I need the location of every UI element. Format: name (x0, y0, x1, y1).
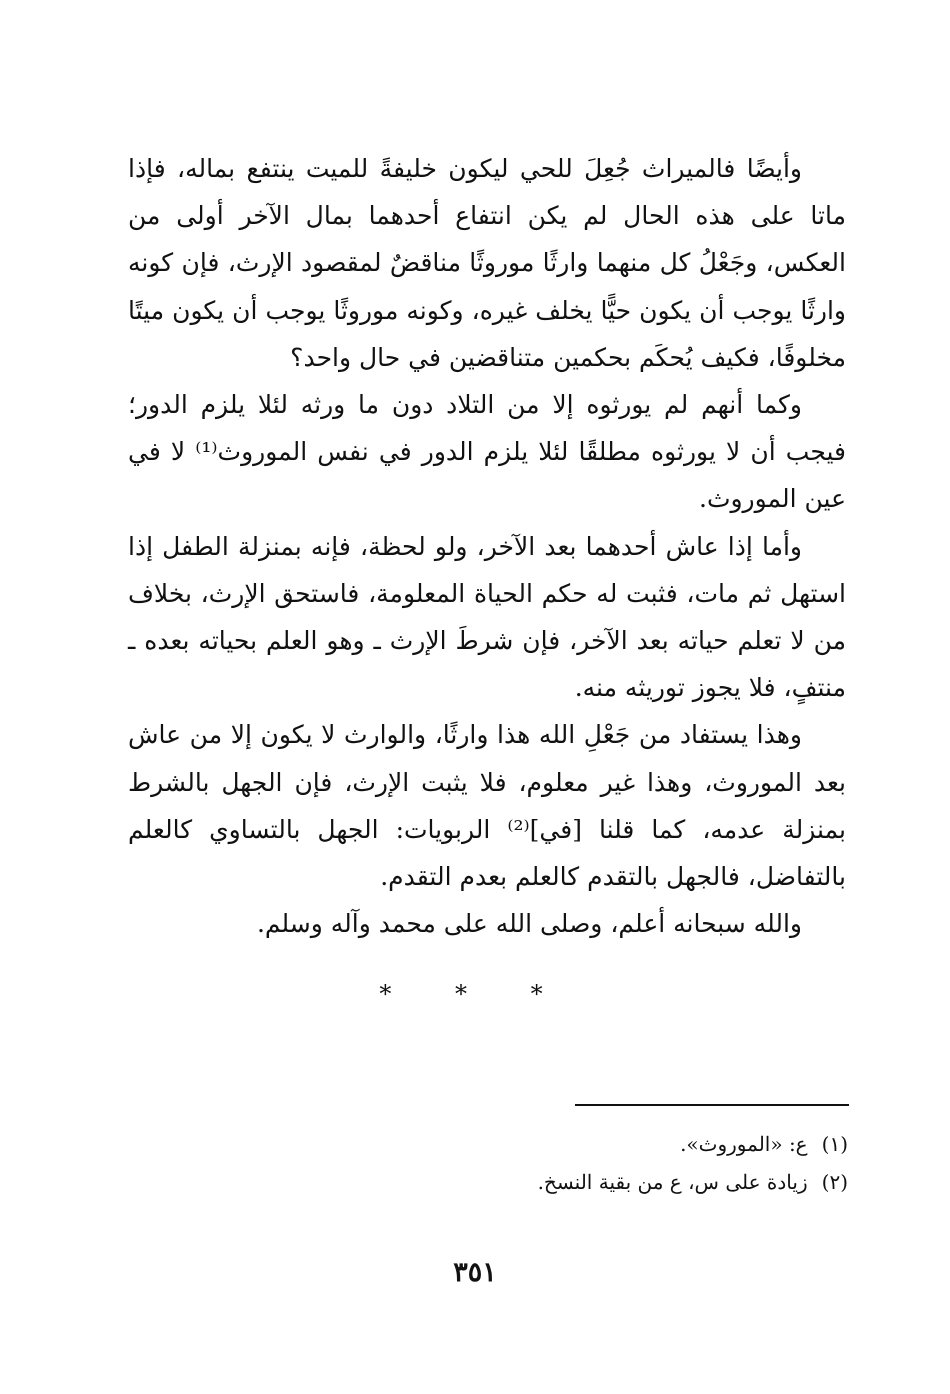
page-number: ٣٥١ (453, 1257, 497, 1288)
paragraph-5: والله سبحانه أعلم، وصلى الله على محمد وآله وسلم. (256, 909, 802, 939)
section-separator: * * * (379, 980, 571, 1008)
footnote-number: (٢) (821, 1170, 848, 1194)
main-text-body (128, 145, 846, 947)
footnote-divider (575, 1104, 849, 1106)
footnote-number: (١) (821, 1132, 848, 1156)
footnote-text: زيادة على س، ع من بقية النسخ. (537, 1170, 808, 1194)
paragraph-3: وأما إذا عاش أحدهما بعد الآخر، ولو لحظة، فإنه بمنزلة الطفل إذا استهل ثم مات، فثبت له حكم الحياة المعلومة، فاستحق الإرث، بخلاف من لا تعلم حياته بعد الآخر، فإن شرطَ الإرث ـ وهو العلم بحياته بعده ـ منتفٍ، فلا يجوز توريثه منه. (128, 531, 846, 703)
footnote-text: ع: «الموروث». (680, 1132, 808, 1156)
footnote-2 (300, 1163, 852, 1201)
footnote-1 (300, 1125, 852, 1163)
paragraph-4: وهذا يستفاد من جَعْلِ الله هذا وارثًا، والوارث لا يكون إلا من عاش بعد الموروث، وهذا غير معلوم، فلا يثبت الإرث، فإن الجهل بالشرط بمنزلة عدمه، كما قلنا [في]⁽²⁾ الربويات: الجهل بالتساوي كالعلم بالتفاضل، فالجهل بالتقدم كالعلم بعدم التقدم. (128, 720, 846, 892)
footnotes (300, 1125, 852, 1201)
paragraph-1: وأيضًا فالميراث جُعِلَ للحي ليكون خليفةً للميت ينتفع بماله، فإذا ماتا على هذه الحال لم يكن انتفاع أحدهما بمال الآخر أولى من العكس، وجَعْلُ كل منهما وارثًا موروثًا مناقضٌ لمقصود الإرث، فإن كونه وارثًا يوجب أن يكون حيًّا يخلف غيره، وكونه موروثًا يوجب أن يكون ميتًا مخلوفًا، فكيف يُحكَم بحكمين متناقضين في حال واحد؟ (128, 154, 846, 372)
paragraph-2: وكما أنهم لم يورثوه إلا من التلاد دون ما ورثه لئلا يلزم الدور؛ فيجب أن لا يورثوه مطلقًا لئلا يلزم الدور في نفس الموروث⁽¹⁾ لا في عين الموروث. (128, 390, 846, 514)
